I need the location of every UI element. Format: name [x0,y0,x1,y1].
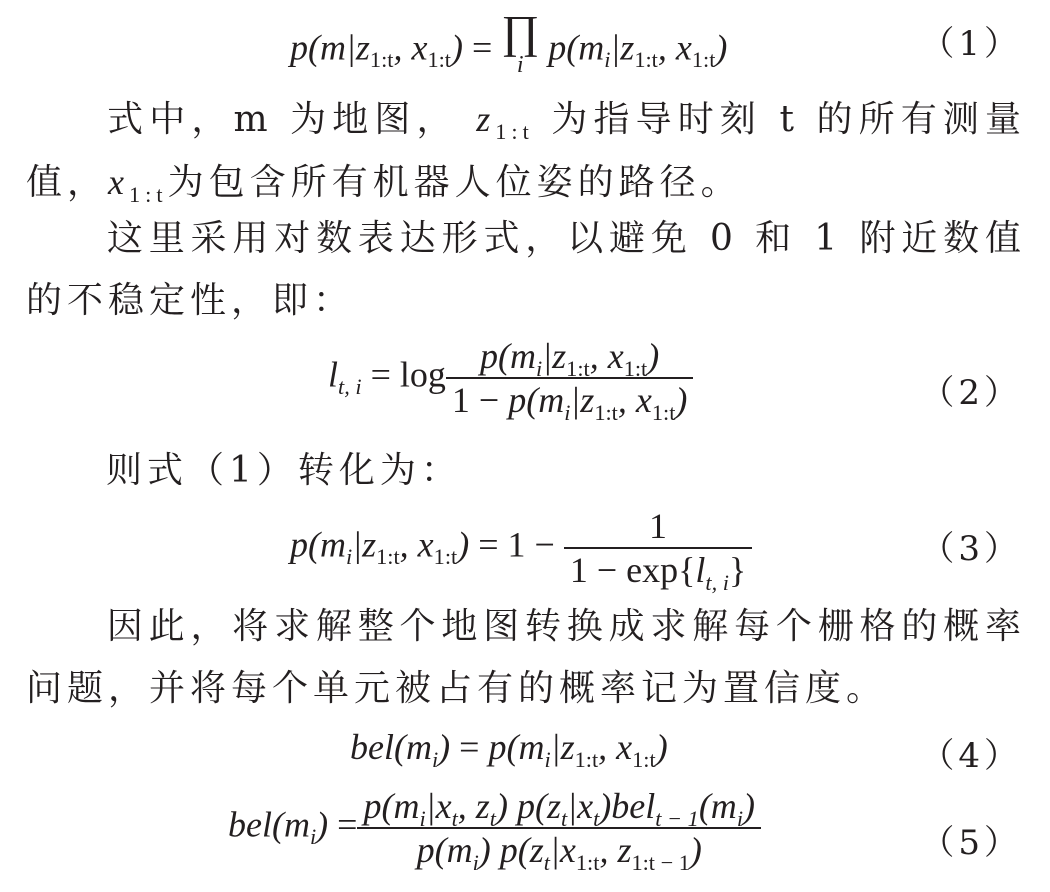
paragraph-1-part-c: 为包含所有机器人位姿的路径。 [167,162,742,203]
paragraph-4: 因此，将求解整个地图转换成求解每个栅格的概率问题，并将每个单元被占有的概率记为置信度。 [26,606,1026,709]
equation-4-number: （4） [920,736,1022,776]
equation-1-body: $p(m|z_{1:t}$, $x_{1:t}$) = ∏ i $p(m_i|z_{1:t}$, $x_{1:t}$) [290,6,728,78]
equation-3-number: （3） [920,529,1022,569]
equation-4 [0,722,1050,782]
equation-5-body: $bel(m_i)$ = $\frac{p(m_i|x_t, z_t) p(z_t|x_t)bel_{t - 1}(m_i)}{p(m_i) p(z_t|x_{1:t}, z_{1:t - 1})}$ [228,785,761,871]
equation-3 [0,505,1050,605]
paragraph-1-part-b: 为指导时刻 t 的所有测量值， [26,99,1026,203]
paragraph-1-part-a: 式中，m 为地图， [106,99,459,140]
equation-2 [0,335,1050,435]
equation-5-number: （5） [920,823,1022,863]
equation-5 [0,785,1050,890]
equation-1-number: （1） [920,24,1022,64]
equation-3-body: $p(m_i|z_{1:t}$, $x_{1:t}) = 1$ − $\frac{1}{1 - \exp\{l_{t, i}\}}$ [290,505,752,591]
equation-2-body: $l_{t, i} = \log$ $\frac{p(m_i|z_{1:t}, x_{1:t})}{1 - p(m_i|z_{1:t}, x_{1:t})}$ [328,335,693,421]
paragraph-2: 这里采用对数表达形式，以避免 0 和 1 附近数值的不稳定性，即： [26,218,1026,321]
paragraph-3: 则式（1）转化为： [106,450,462,491]
equation-2-number: （2） [920,373,1022,413]
paragraph-1: 式中，m 为地图， $z_{1:t}$ 为指导时刻 t 的所有测量值，$x_{1:t}$为包含所有机器人位姿的路径。 [26,99,1026,207]
equation-4-body: $bel(m_i) = p(m_i|z_{1:t}$, $x_{1:t}$) [350,727,668,772]
equation-1 [0,8,1050,88]
